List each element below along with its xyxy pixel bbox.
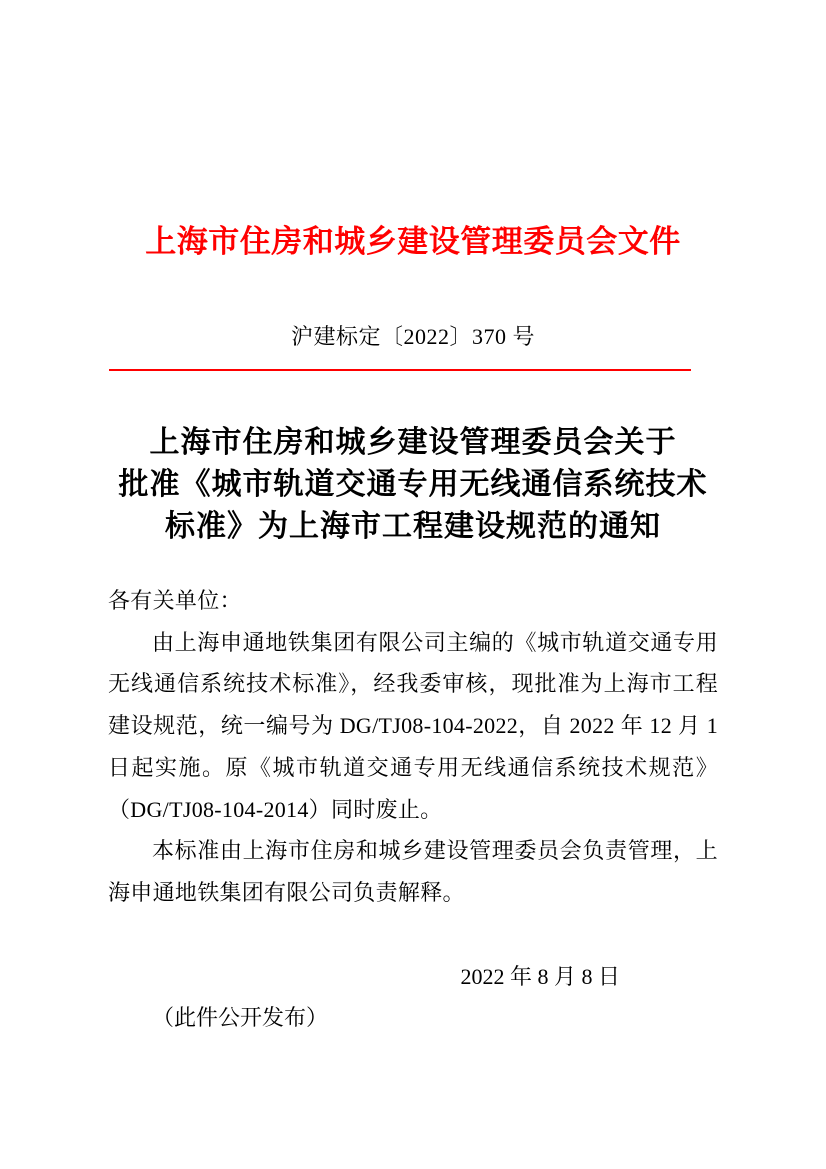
red-divider-line xyxy=(109,369,691,371)
notice-body xyxy=(108,580,718,914)
notice-title-line-1: 上海市住房和城乡建设管理委员会关于 xyxy=(149,426,677,459)
body-paragraph: 本标准由上海市住房和城乡建设管理委员会负责管理，上海申通地铁集团有限公司负责解释。 xyxy=(108,838,718,905)
notice-title xyxy=(0,422,826,548)
salutation: 各有关单位： xyxy=(108,588,242,613)
publish-note: （此件公开发布） xyxy=(152,1005,329,1030)
notice-title-line-2: 批准《城市轨道交通专用无线通信系统技术 xyxy=(118,468,708,501)
notice-title-line-3: 标准》为上海市工程建设规范的通知 xyxy=(165,510,661,543)
signature-date: 2022 年 8 月 8 日 xyxy=(460,964,620,989)
document-number: 沪建标定〔2022〕370 号 xyxy=(290,324,535,349)
body-paragraph: 由上海申通地铁集团有限公司主编的《城市轨道交通专用无线通信系统技术标准》，经我委审核，现批准为上海市工程建设规范，统一编号为 DG/TJ08-104-2022，自 2022 年 12 月 1 日起实施。原《城市轨道交通专用无线通信系统技术规范》（DG/TJ08-104-2014）同时废止。 xyxy=(108,629,718,822)
agency-banner-title: 上海市住房和城乡建设管理委员会文件 xyxy=(145,224,681,259)
